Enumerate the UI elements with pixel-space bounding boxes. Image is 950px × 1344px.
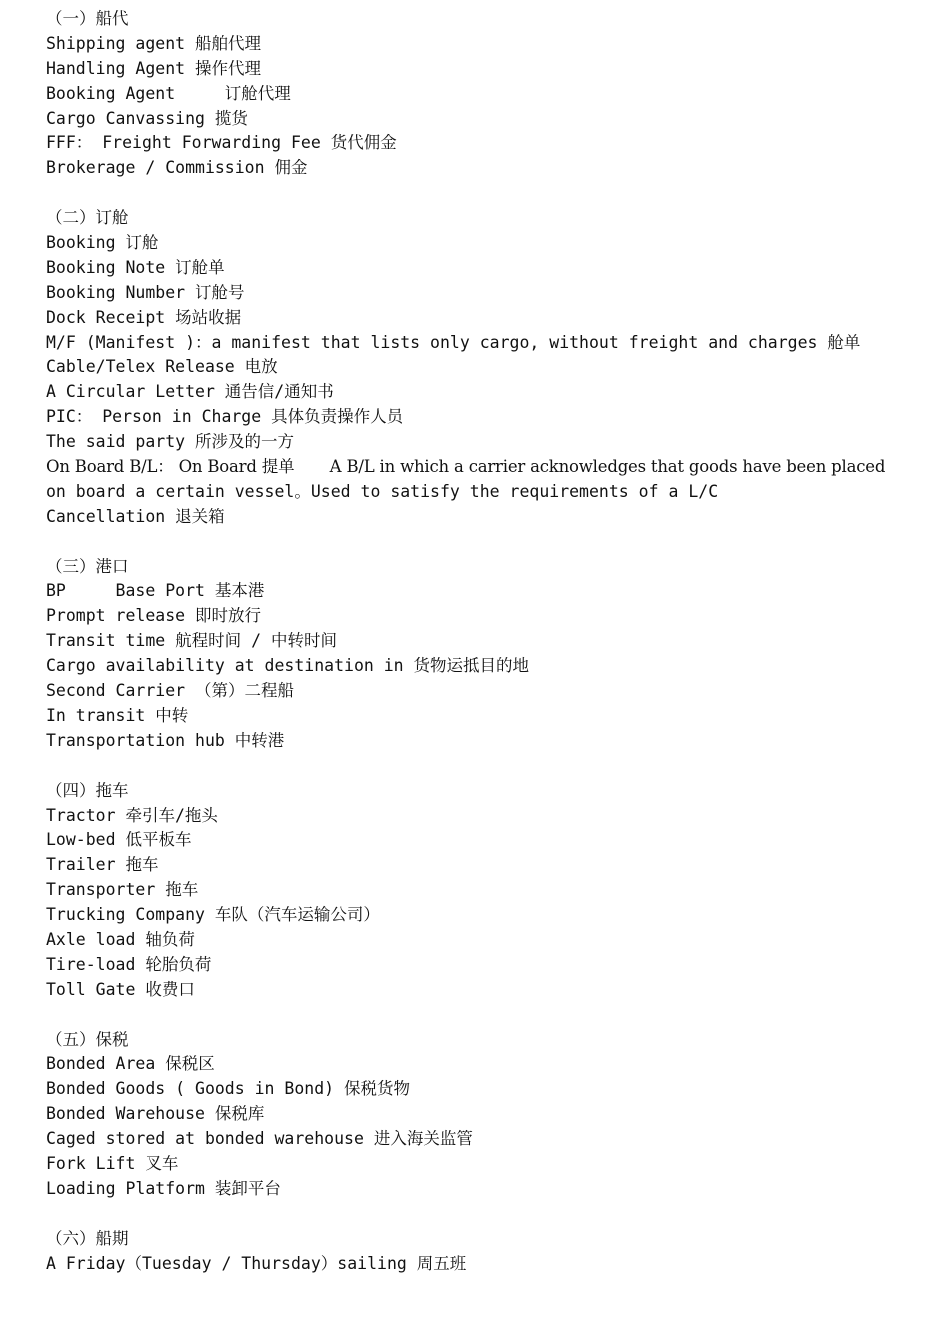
term-line: A Friday（Tuesday / Thursday）sailing 周五班 bbox=[46, 1253, 467, 1273]
term-line: Cancellation 退关箱 bbox=[46, 506, 225, 526]
term-line: Second Carrier （第）二程船 bbox=[46, 681, 295, 701]
term-line: Bonded Area 保税区 bbox=[46, 1054, 215, 1074]
term-line: Bonded Goods ( Goods in Bond) 保税货物 bbox=[46, 1079, 411, 1099]
term-line: Caged stored at bonded warehouse 进入海关监管 bbox=[46, 1129, 473, 1149]
term-line: Booking 订舱 bbox=[46, 233, 159, 253]
term-line: Cargo Canvassing 揽货 bbox=[46, 108, 248, 128]
term-line: Dock Receipt 场站收据 bbox=[46, 307, 242, 327]
term-line: Prompt release 即时放行 bbox=[46, 606, 262, 626]
term-line: Low-bed 低平板车 bbox=[46, 830, 192, 850]
term-line: Transit time 航程时间 / 中转时间 bbox=[46, 631, 337, 651]
document-page bbox=[46, 7, 946, 1276]
term-line: Trailer 拖车 bbox=[46, 855, 159, 875]
term-line: Booking Agent 订舱代理 bbox=[46, 83, 291, 103]
term-line: A Circular Letter 通告信/通知书 bbox=[46, 382, 334, 402]
term-line: The said party 所涉及的一方 bbox=[46, 432, 295, 452]
term-line: Tractor 牵引车/拖头 bbox=[46, 805, 218, 825]
term-line: Handling Agent 操作代理 bbox=[46, 58, 262, 78]
term-line: Cable/Telex Release 电放 bbox=[46, 357, 278, 377]
term-line: Fork Lift 叉车 bbox=[46, 1153, 179, 1173]
term-line: Toll Gate 收费口 bbox=[46, 979, 195, 999]
term-line: BP Base Port 基本港 bbox=[46, 581, 265, 601]
term-line: Brokerage / Commission 佣金 bbox=[46, 158, 308, 178]
term-line: Loading Platform 装卸平台 bbox=[46, 1178, 281, 1198]
term-line: Transporter 拖车 bbox=[46, 880, 199, 900]
term-line: M/F (Manifest )：a manifest that lists only cargo, without freight and charges 舱单 bbox=[46, 332, 861, 352]
term-line: Cargo availability at destination in 货物运抵目的地 bbox=[46, 656, 530, 676]
term-line: Trucking Company 车队（汽车运输公司） bbox=[46, 905, 380, 925]
section-heading-sailing-schedule: （六）船期 bbox=[46, 1228, 129, 1248]
term-line: Booking Number 订舱号 bbox=[46, 282, 245, 302]
section-heading-shipping-agency: （一）船代 bbox=[46, 9, 129, 28]
blank-line bbox=[46, 530, 946, 555]
term-line: Shipping agent 船舶代理 bbox=[46, 33, 262, 53]
term-line: In transit 中转 bbox=[46, 705, 189, 725]
blank-line bbox=[46, 181, 946, 206]
term-line: On Board B/L： On Board 提单 A B/L in which a carrier acknowledges that goods have been placed bbox=[46, 457, 886, 477]
blank-line bbox=[46, 754, 946, 779]
term-line: on board a certain vessel。Used to satisfy the requirements of a L/C bbox=[46, 481, 719, 501]
blank-line bbox=[46, 1202, 946, 1227]
section-heading-port: （三）港口 bbox=[46, 556, 129, 576]
section-heading-booking: （二）订舱 bbox=[46, 208, 129, 228]
section-heading-bonded: （五）保税 bbox=[46, 1029, 129, 1049]
term-line: PIC： Person in Charge 具体负责操作人员 bbox=[46, 407, 404, 427]
blank-line bbox=[46, 1003, 946, 1028]
term-line: Tire-load 轮胎负荷 bbox=[46, 954, 212, 974]
term-line: Booking Note 订舱单 bbox=[46, 257, 225, 277]
term-line: Axle load 轴负荷 bbox=[46, 929, 195, 949]
term-line: Transportation hub 中转港 bbox=[46, 730, 285, 750]
term-line: FFF： Freight Forwarding Fee 货代佣金 bbox=[46, 133, 397, 153]
section-heading-trucking: （四）拖车 bbox=[46, 780, 129, 800]
term-line: Bonded Warehouse 保税库 bbox=[46, 1104, 265, 1124]
